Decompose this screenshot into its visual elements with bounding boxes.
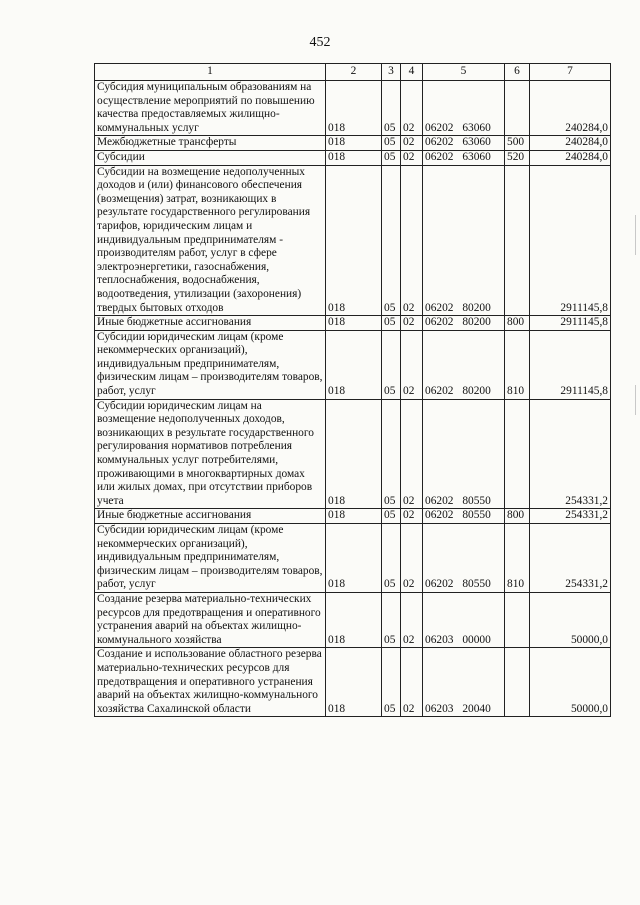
target-article-cell: 06202 80200 (423, 165, 505, 316)
admin-code-cell: 018 (326, 165, 382, 316)
subsection-cell: 02 (401, 330, 423, 399)
header-cell: 2 (326, 64, 382, 81)
admin-code-cell: 018 (326, 524, 382, 593)
admin-code-cell: 018 (326, 136, 382, 151)
section-cell: 05 (382, 150, 401, 165)
item-name-cell: Субсидии на возмещение недополученных доходов и (или) финансового обеспечения (возмещения) затрат, возникающих в результате государственного регулирования тарифов, юридическим лицам и индивидуальным предпринимателям - производителям работ, услуг в сфере электроэнергетики, газоснабжения, теплоснабжения, водоснабжения, водоотведения, утилизации (захоронения) твердых бытовых отходов (95, 165, 326, 316)
amount-cell: 2911145,8 (530, 330, 611, 399)
amount-cell: 2911145,8 (530, 165, 611, 316)
item-name-cell: Создание и использование областного резерва материально-технических ресурсов для предотвращения и оперативного устранения аварий на объектах жилищно-коммунального хозяйства Сахалинской области (95, 648, 326, 717)
section-cell: 05 (382, 165, 401, 316)
target-article-cell: 06202 80200 (423, 330, 505, 399)
amount-cell: 240284,0 (530, 81, 611, 136)
amount-cell: 240284,0 (530, 150, 611, 165)
expense-type-cell: 520 (505, 150, 530, 165)
expense-type-cell: 810 (505, 330, 530, 399)
header-cell: 5 (423, 64, 505, 81)
amount-cell: 50000,0 (530, 592, 611, 647)
budget-table (94, 63, 611, 717)
page-number: 452 (309, 35, 331, 50)
table-row (95, 330, 611, 399)
admin-code-cell: 018 (326, 648, 382, 717)
expense-type-cell: 810 (505, 524, 530, 593)
target-article-cell: 06202 80550 (423, 399, 505, 509)
target-article-cell: 06202 80550 (423, 509, 505, 524)
subsection-cell: 02 (401, 524, 423, 593)
table-row (95, 316, 611, 331)
table-row (95, 399, 611, 509)
item-name-cell: Субсидии (95, 150, 326, 165)
admin-code-cell: 018 (326, 316, 382, 331)
amount-cell: 254331,2 (530, 399, 611, 509)
subsection-cell: 02 (401, 509, 423, 524)
item-name-cell: Субсидия муниципальным образованиям на осуществление мероприятий по повышению качества предоставляемых жилищно-коммунальных услуг (95, 81, 326, 136)
admin-code-cell: 018 (326, 150, 382, 165)
target-article-cell: 06202 80200 (423, 316, 505, 331)
table-row (95, 592, 611, 647)
target-article-cell: 06202 63060 (423, 150, 505, 165)
admin-code-cell: 018 (326, 509, 382, 524)
section-cell: 05 (382, 330, 401, 399)
amount-cell: 240284,0 (530, 136, 611, 151)
expense-type-cell (505, 165, 530, 316)
subsection-cell: 02 (401, 592, 423, 647)
subsection-cell: 02 (401, 136, 423, 151)
amount-cell: 254331,2 (530, 524, 611, 593)
header-cell: 7 (530, 64, 611, 81)
item-name-cell: Иные бюджетные ассигнования (95, 509, 326, 524)
admin-code-cell: 018 (326, 592, 382, 647)
section-cell: 05 (382, 399, 401, 509)
expense-type-cell (505, 648, 530, 717)
target-article-cell: 06203 00000 (423, 592, 505, 647)
section-cell: 05 (382, 316, 401, 331)
table-row (95, 136, 611, 151)
table-row (95, 165, 611, 316)
table-header-row (95, 64, 611, 81)
section-cell: 05 (382, 524, 401, 593)
admin-code-cell: 018 (326, 81, 382, 136)
amount-cell: 2911145,8 (530, 316, 611, 331)
expense-type-cell: 500 (505, 136, 530, 151)
item-name-cell: Субсидии юридическим лицам на возмещение недополученных доходов, возникающих в результате государственного регулирования нормативов потребления коммунальных услуг потребителями, проживающими в многоквартирных домах или жилых домах, при отсутствии приборов учета (95, 399, 326, 509)
subsection-cell: 02 (401, 165, 423, 316)
section-cell: 05 (382, 648, 401, 717)
expense-type-cell (505, 399, 530, 509)
table-row (95, 509, 611, 524)
expense-type-cell (505, 592, 530, 647)
item-name-cell: Иные бюджетные ассигнования (95, 316, 326, 331)
table-row (95, 150, 611, 165)
item-name-cell: Создание резерва материально-технических ресурсов для предотвращения и оперативного устранения аварий на объектах жилищно-коммунального хозяйства (95, 592, 326, 647)
target-article-cell: 06202 63060 (423, 136, 505, 151)
section-cell: 05 (382, 509, 401, 524)
section-cell: 05 (382, 592, 401, 647)
table-row (95, 648, 611, 717)
scan-artifact (635, 215, 636, 255)
header-cell: 1 (95, 64, 326, 81)
target-article-cell: 06203 20040 (423, 648, 505, 717)
item-name-cell: Субсидии юридическим лицам (кроме некоммерческих организаций), индивидуальным предпринимателям, физическим лицам – производителям товаров, работ, услуг (95, 330, 326, 399)
section-cell: 05 (382, 136, 401, 151)
header-cell: 4 (401, 64, 423, 81)
subsection-cell: 02 (401, 81, 423, 136)
amount-cell: 50000,0 (530, 648, 611, 717)
amount-cell: 254331,2 (530, 509, 611, 524)
table-row (95, 81, 611, 136)
expense-type-cell: 800 (505, 316, 530, 331)
header-cell: 6 (505, 64, 530, 81)
section-cell: 05 (382, 81, 401, 136)
subsection-cell: 02 (401, 150, 423, 165)
table-row (95, 524, 611, 593)
target-article-cell: 06202 80550 (423, 524, 505, 593)
admin-code-cell: 018 (326, 330, 382, 399)
target-article-cell: 06202 63060 (423, 81, 505, 136)
subsection-cell: 02 (401, 316, 423, 331)
admin-code-cell: 018 (326, 399, 382, 509)
item-name-cell: Субсидии юридическим лицам (кроме некоммерческих организаций), индивидуальным предпринимателям, физическим лицам – производителям товаров, работ, услуг (95, 524, 326, 593)
header-cell: 3 (382, 64, 401, 81)
item-name-cell: Межбюджетные трансферты (95, 136, 326, 151)
expense-type-cell: 800 (505, 509, 530, 524)
subsection-cell: 02 (401, 648, 423, 717)
expense-type-cell (505, 81, 530, 136)
scan-artifact (635, 385, 636, 415)
subsection-cell: 02 (401, 399, 423, 509)
